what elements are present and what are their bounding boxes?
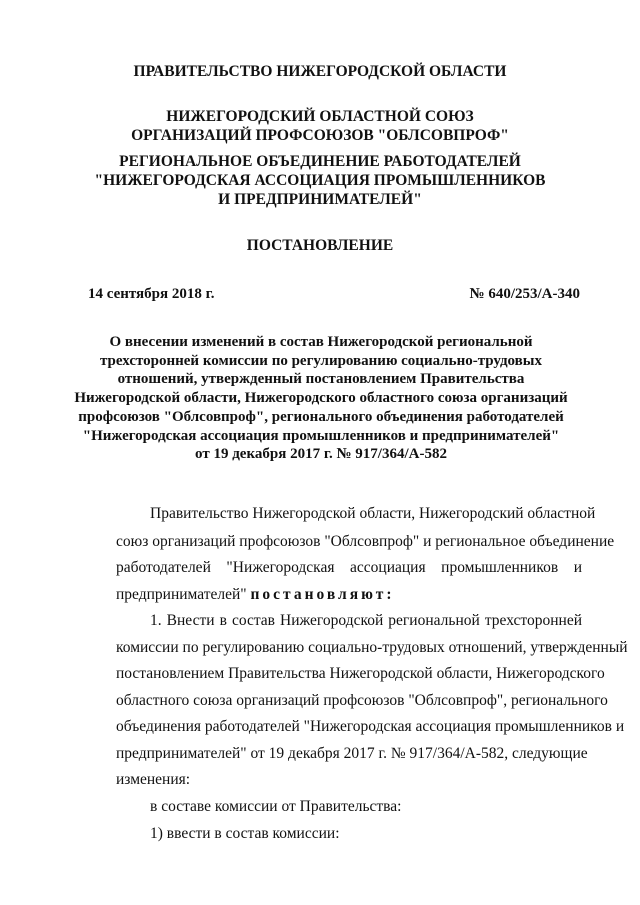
header-line: НИЖЕГОРОДСКИЙ ОБЛАСТНОЙ СОЮЗ (166, 108, 474, 125)
body-line: 1) ввести в состав комиссии: (150, 825, 340, 842)
body-line (116, 585, 582, 605)
body-line: объединения работодателей "Нижегородская ассоциация промышленников и (116, 718, 625, 735)
body-line: 1. Внести в состав Нижегородской региональной трехсторонней (150, 612, 582, 629)
subject-line: О внесении изменений в состав Нижегородской региональной (109, 334, 533, 350)
header-line: ПРАВИТЕЛЬСТВО НИЖЕГОРОДСКОЙ ОБЛАСТИ (133, 63, 507, 80)
body-line: постановлением Правительства Нижегородской области, Нижегородского (116, 665, 605, 682)
document-type-text: ПОСТАНОВЛЕНИЕ (246, 237, 394, 254)
document-subject (60, 333, 582, 464)
body-line: изменения: (116, 771, 191, 788)
body-line: союз организаций профсоюзов "Облсовпроф" и региональное объединение (116, 533, 615, 550)
resolve-word: постановляют: (250, 586, 395, 603)
body-line: работодателей "Нижегородская ассоциация промышленников и (116, 559, 582, 576)
document-date: 14 сентября 2018 г. (88, 286, 215, 302)
subject-line: "Нижегородская ассоциация промышленников и предпринимателей" (82, 427, 560, 444)
header-line: "НИЖЕГОРОДСКАЯ АССОЦИАЦИЯ ПРОМЫШЛЕННИКОВ (94, 172, 546, 189)
body-text: предпринимателей" (116, 586, 247, 603)
body-line: областного союза организаций профсоюзов "Облсовпроф", регионального (116, 692, 608, 709)
subject-line: профсоюзов "Облсовпроф", регионального объединения работодателей (78, 408, 564, 425)
header-line: И ПРЕДПРИНИМАТЕЛЕЙ" (218, 191, 422, 208)
body-line: в составе комиссии от Правительства: (150, 798, 402, 815)
body-line: предпринимателей" от 19 декабря 2017 г. № 917/364/А-582, следующие (116, 745, 588, 762)
document-type (0, 236, 640, 255)
document-number: № 640/253/А-340 (469, 286, 580, 302)
header-line: РЕГИОНАЛЬНОЕ ОБЪЕДИНЕНИЕ РАБОТОДАТЕЛЕЙ (119, 153, 521, 170)
subject-line: отношений, утвержденный постановлением Правительства (117, 371, 525, 388)
subject-line: Нижегородской области, Нижегородского областного союза организаций (74, 390, 568, 407)
authority-header-government (0, 62, 640, 81)
authority-header-employers (0, 152, 640, 209)
body-line: комиссии по регулированию социально-трудовых отношений, утвержденный (116, 639, 628, 656)
header-line: ОРГАНИЗАЦИЙ ПРОФСОЮЗОВ "ОБЛСОВПРОФ" (131, 127, 509, 144)
subject-line: от 19 декабря 2017 г. № 917/364/А-582 (195, 446, 447, 463)
authority-header-union (0, 107, 640, 145)
body-line: Правительство Нижегородской области, Нижегородский областной (150, 505, 596, 522)
subject-line: трехсторонней комиссии по регулированию социально-трудовых (100, 352, 542, 369)
